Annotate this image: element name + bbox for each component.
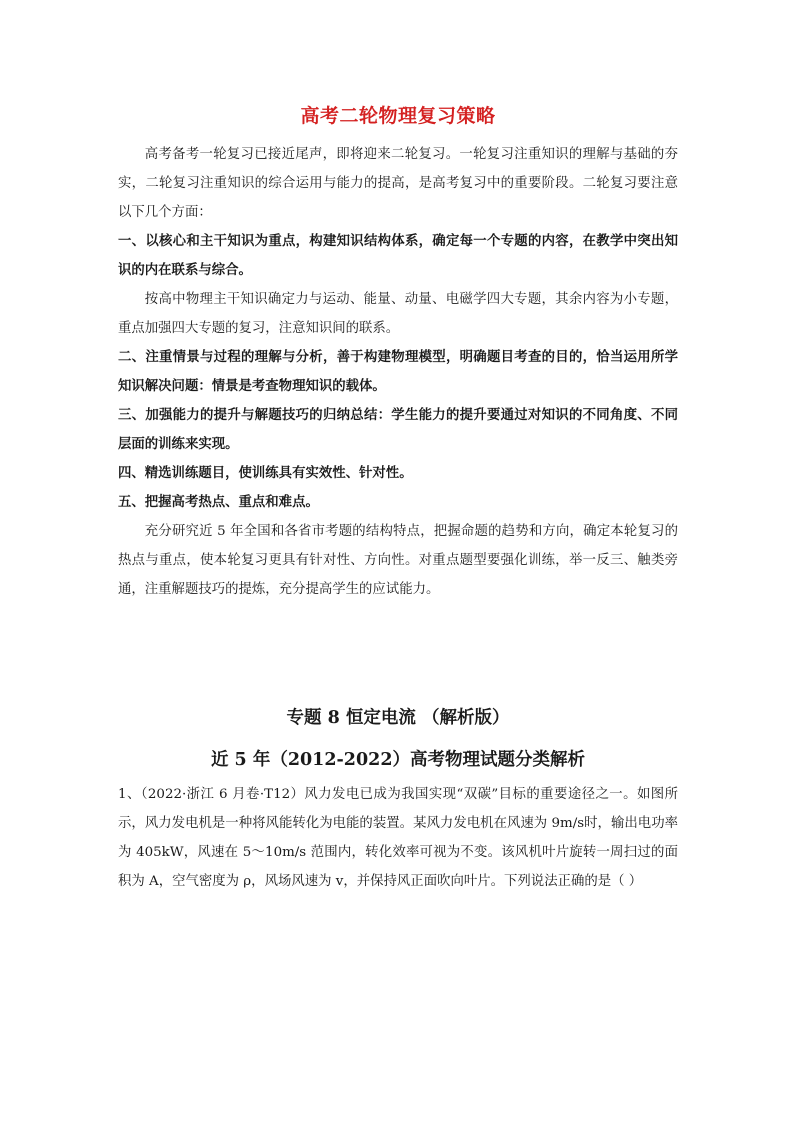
point-5-heading: 五、把握高考热点、重点和难点。 <box>118 495 319 510</box>
section-spacer <box>118 604 678 700</box>
page-title: 高考二轮物理复习策略 <box>300 105 496 127</box>
point-5-body: 充分研究近 5 年全国和各省市考题的结构特点，把握命题的趋势和方向，确定本轮复习的热点与重点，使本轮复习更具有针对性、方向性。对重点题型要强化训练，举一反三、触类旁通，注重解题技巧的提炼，充分提高学生的应试能力。 <box>118 524 678 597</box>
point-3-heading: 三、加强能力的提升与解题技巧的归纳总结：学生能力的提升要通过对知识的不同角度、不同层面的训练来实现。 <box>118 408 678 452</box>
point-2-heading: 二、注重情景与过程的理解与分析，善于构建物理模型，明确题目考查的目的，恰当运用所学知识解决问题：情景是考查物理知识的载体。 <box>118 350 678 394</box>
question-1: 1、（2022·浙江 6 月卷·T12）风力发电已成为我国实现“双碳”目标的重要途径之一。如图所示，风力发电机是一种将风能转化为电能的装置。某风力发电机在风速为 9m/s时，输出电功率为 405kW，风速在 5～10m/s 范围内，转化效率可视为不变。该风机叶片旋转一周扫过的面积为 A，空气密度为 ρ，风场风速为 v，并保持风正面吹向叶片。下列说法正确的是（ ） <box>118 787 678 889</box>
intro-paragraph: 高考备考一轮复习已接近尾声，即将迎来二轮复习。一轮复习注重知识的理解与基础的夯实，二轮复习注重知识的综合运用与能力的提高，是高考复习中的重要阶段。二轮复习要注意以下几个方面： <box>118 147 678 220</box>
section-subtitle: 近 5 年（2012-2022）高考物理试题分类解析 <box>210 750 586 770</box>
point-1-body: 按高中物理主干知识确定力与运动、能量、动量、电磁学四大专题，其余内容为小专题，重点加强四大专题的复习，注意知识间的联系。 <box>118 292 678 336</box>
section-title: 专题 8 恒定电流 （解析版） <box>286 708 510 728</box>
point-4-heading: 四、精选训练题目，使训练具有实效性、针对性。 <box>118 466 413 481</box>
point-1-heading: 一、以核心和主干知识为重点，构建知识结构体系，确定每一个专题的内容，在教学中突出知识的内在联系与综合。 <box>118 234 678 278</box>
document-page <box>118 98 678 896</box>
